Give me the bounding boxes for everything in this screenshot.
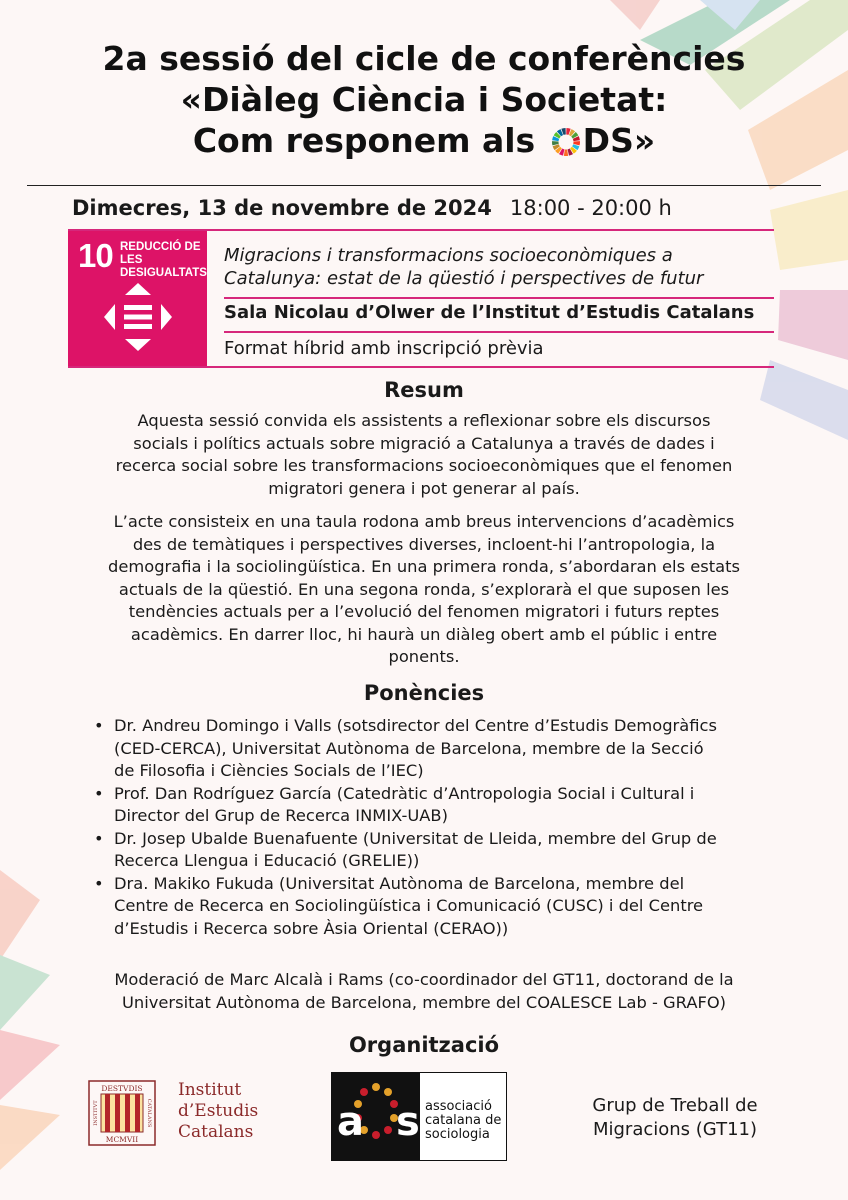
summary-p2-line: acadèmics. En darrer lloc, hi haurà un diàleg obert amb el públic i entre [130, 624, 718, 644]
summary-p2-line: actuals de la qüestió. En una segona ronda, s’explorarà el que suposen les [118, 579, 730, 599]
summary-p1-line: migratori genera i pot generar al país. [268, 478, 580, 498]
title-line-3-start: Com responem als [192, 121, 547, 160]
equality-arrows-icon [102, 281, 174, 353]
gt11-name-line: Migracions (GT11) [592, 1119, 758, 1140]
list-item-line: de Filosofia i Ciències Socials de l’IEC) [114, 761, 424, 780]
summary-p2-line: tendències actuals per a l’evolució del fenomen migratori i futurs reptes [128, 602, 720, 621]
acs-logo [331, 1072, 507, 1161]
iec-seal-left: INSTITVT [93, 1100, 99, 1126]
acs-letter-s: s [396, 1099, 420, 1145]
iec-seal-bottom: MCMVII [105, 1135, 139, 1144]
acs-name-line: sociologia [425, 1127, 490, 1142]
pink-divider-1 [224, 297, 774, 299]
iec-seal-top: DESTVDIS [101, 1084, 143, 1093]
summary-p2-line: L’acte consisteix en una taula rodona amb breus intervencions d’acadèmics [113, 512, 735, 531]
list-item-line: Director del Grup de Recerca INMIX-UAB) [114, 806, 448, 825]
talks-heading: Ponències [363, 681, 485, 705]
sdg-label-line-1: REDUCCIÓ DE [120, 241, 201, 253]
list-item [90, 873, 810, 941]
summary-p1-line: socials i polítics actuals sobre migració a Catalunya a través de dades i [133, 433, 715, 453]
title-line-3-end: DS» [582, 121, 656, 160]
list-item-line: • Dr. Andreu Domingo i Valls (sotsdirector del Centre d’Estudis Demogràfics [114, 716, 717, 735]
list-item-line: • Dra. Makiko Fukuda (Universitat Autònoma de Barcelona, membre del [114, 873, 685, 893]
acs-letter-a: a [337, 1099, 364, 1145]
acs-name [425, 1100, 501, 1142]
sdg-wheel-segment [564, 149, 568, 156]
list-item-line: • Prof. Dan Rodríguez García (Catedràtic d’Antropologia Social i Cultural i [114, 783, 695, 803]
event-title-line-2: Catalunya: estat de la qüestió i perspectives de futur [224, 268, 704, 289]
summary-p2-line: des de temàtiques i perspectives diverses, incloent-hi l’antropologia, la [132, 534, 716, 554]
pink-divider-bottom [68, 366, 774, 368]
talks-list [90, 715, 810, 940]
gt11-name-line: Grup de Treball de [592, 1095, 758, 1116]
moderation-line: Universitat Autònoma de Barcelona, membre del COALESCE Lab - GRAFO) [122, 993, 726, 1012]
summary-paragraph-2 [60, 511, 788, 669]
pink-divider-2 [224, 331, 774, 333]
event-venue: Sala Nicolau d’Olwer de l’Institut d’Estudis Catalans [224, 302, 755, 323]
sdg-number: 10 [78, 237, 113, 274]
event-datetime [72, 196, 672, 220]
organization-heading: Organització [348, 1033, 500, 1057]
title-divider [27, 185, 821, 186]
event-title [224, 244, 703, 290]
title-line-2: «Diàleg Ciència i Societat: [180, 80, 668, 119]
iec-seal-right: CATALANS [146, 1098, 152, 1128]
acs-name-line: catalana de [425, 1113, 502, 1128]
iec-name [178, 1080, 258, 1143]
sdg-label-line-2: LES DESIGUALTATS [120, 254, 207, 279]
list-item [90, 828, 810, 873]
event-date: Dimecres, 13 de novembre de 2024 [72, 196, 492, 220]
list-item [90, 783, 810, 828]
moderation-line: Moderació de Marc Alcalà i Rams (co-coordinador del GT11, doctorand de la [114, 970, 734, 989]
summary-paragraph-1 [60, 410, 788, 500]
iec-seal-icon [88, 1080, 156, 1146]
sdg-10-tile [68, 231, 207, 367]
list-item-line: Centre de Recerca en Sociolingüística i Comunicació (CUSC) i del Centre [114, 896, 704, 915]
gt11-name [560, 1094, 790, 1142]
sdg-label [120, 241, 207, 280]
iec-name-line: Catalans [178, 1122, 254, 1142]
iec-name-line: Institut [178, 1080, 242, 1100]
acs-name-line: associació [425, 1099, 492, 1114]
summary-p1-line: Aquesta sessió convida els assistents a reflexionar sobre els discursos [137, 411, 711, 430]
iec-name-line: d’Estudis [178, 1101, 259, 1121]
iec-logo [88, 1080, 278, 1148]
title-line-3 [20, 120, 828, 161]
summary-p1-line: recerca social sobre les transformacions socioeconòmiques que el fenomen [115, 456, 733, 475]
page-title [20, 38, 828, 161]
list-item-line: Recerca Llengua i Educació (GRELIE)) [114, 851, 420, 870]
moderation-text [40, 968, 808, 1014]
summary-p2-line: demografia i la sociolingüística. En una primera ronda, s’abordaran els estats [108, 557, 740, 576]
event-time: 18:00 - 20:00 h [509, 196, 672, 220]
event-title-line-1: Migracions i transformacions socioeconòmiques a [224, 245, 673, 266]
list-item-line: • Dr. Josep Ubalde Buenafuente (Universitat de Lleida, membre del Grup de [114, 828, 717, 848]
summary-p2-line: ponents. [388, 647, 460, 666]
acs-logo-mark [332, 1073, 420, 1160]
acs-dots-icon [332, 1073, 420, 1160]
list-item [90, 715, 810, 783]
title-line-1: 2a sessió del cicle de conferències [102, 39, 746, 78]
list-item-line: (CED-CERCA), Universitat Autònoma de Barcelona, membre de la Secció [114, 738, 704, 758]
event-format: Format híbrid amb inscripció prèvia [224, 338, 544, 359]
sdg-wheel-icon [551, 127, 581, 157]
summary-heading: Resum [384, 378, 464, 402]
list-item-line: d’Estudis i Recerca sobre Àsia Oriental (CERAO)) [114, 918, 509, 938]
